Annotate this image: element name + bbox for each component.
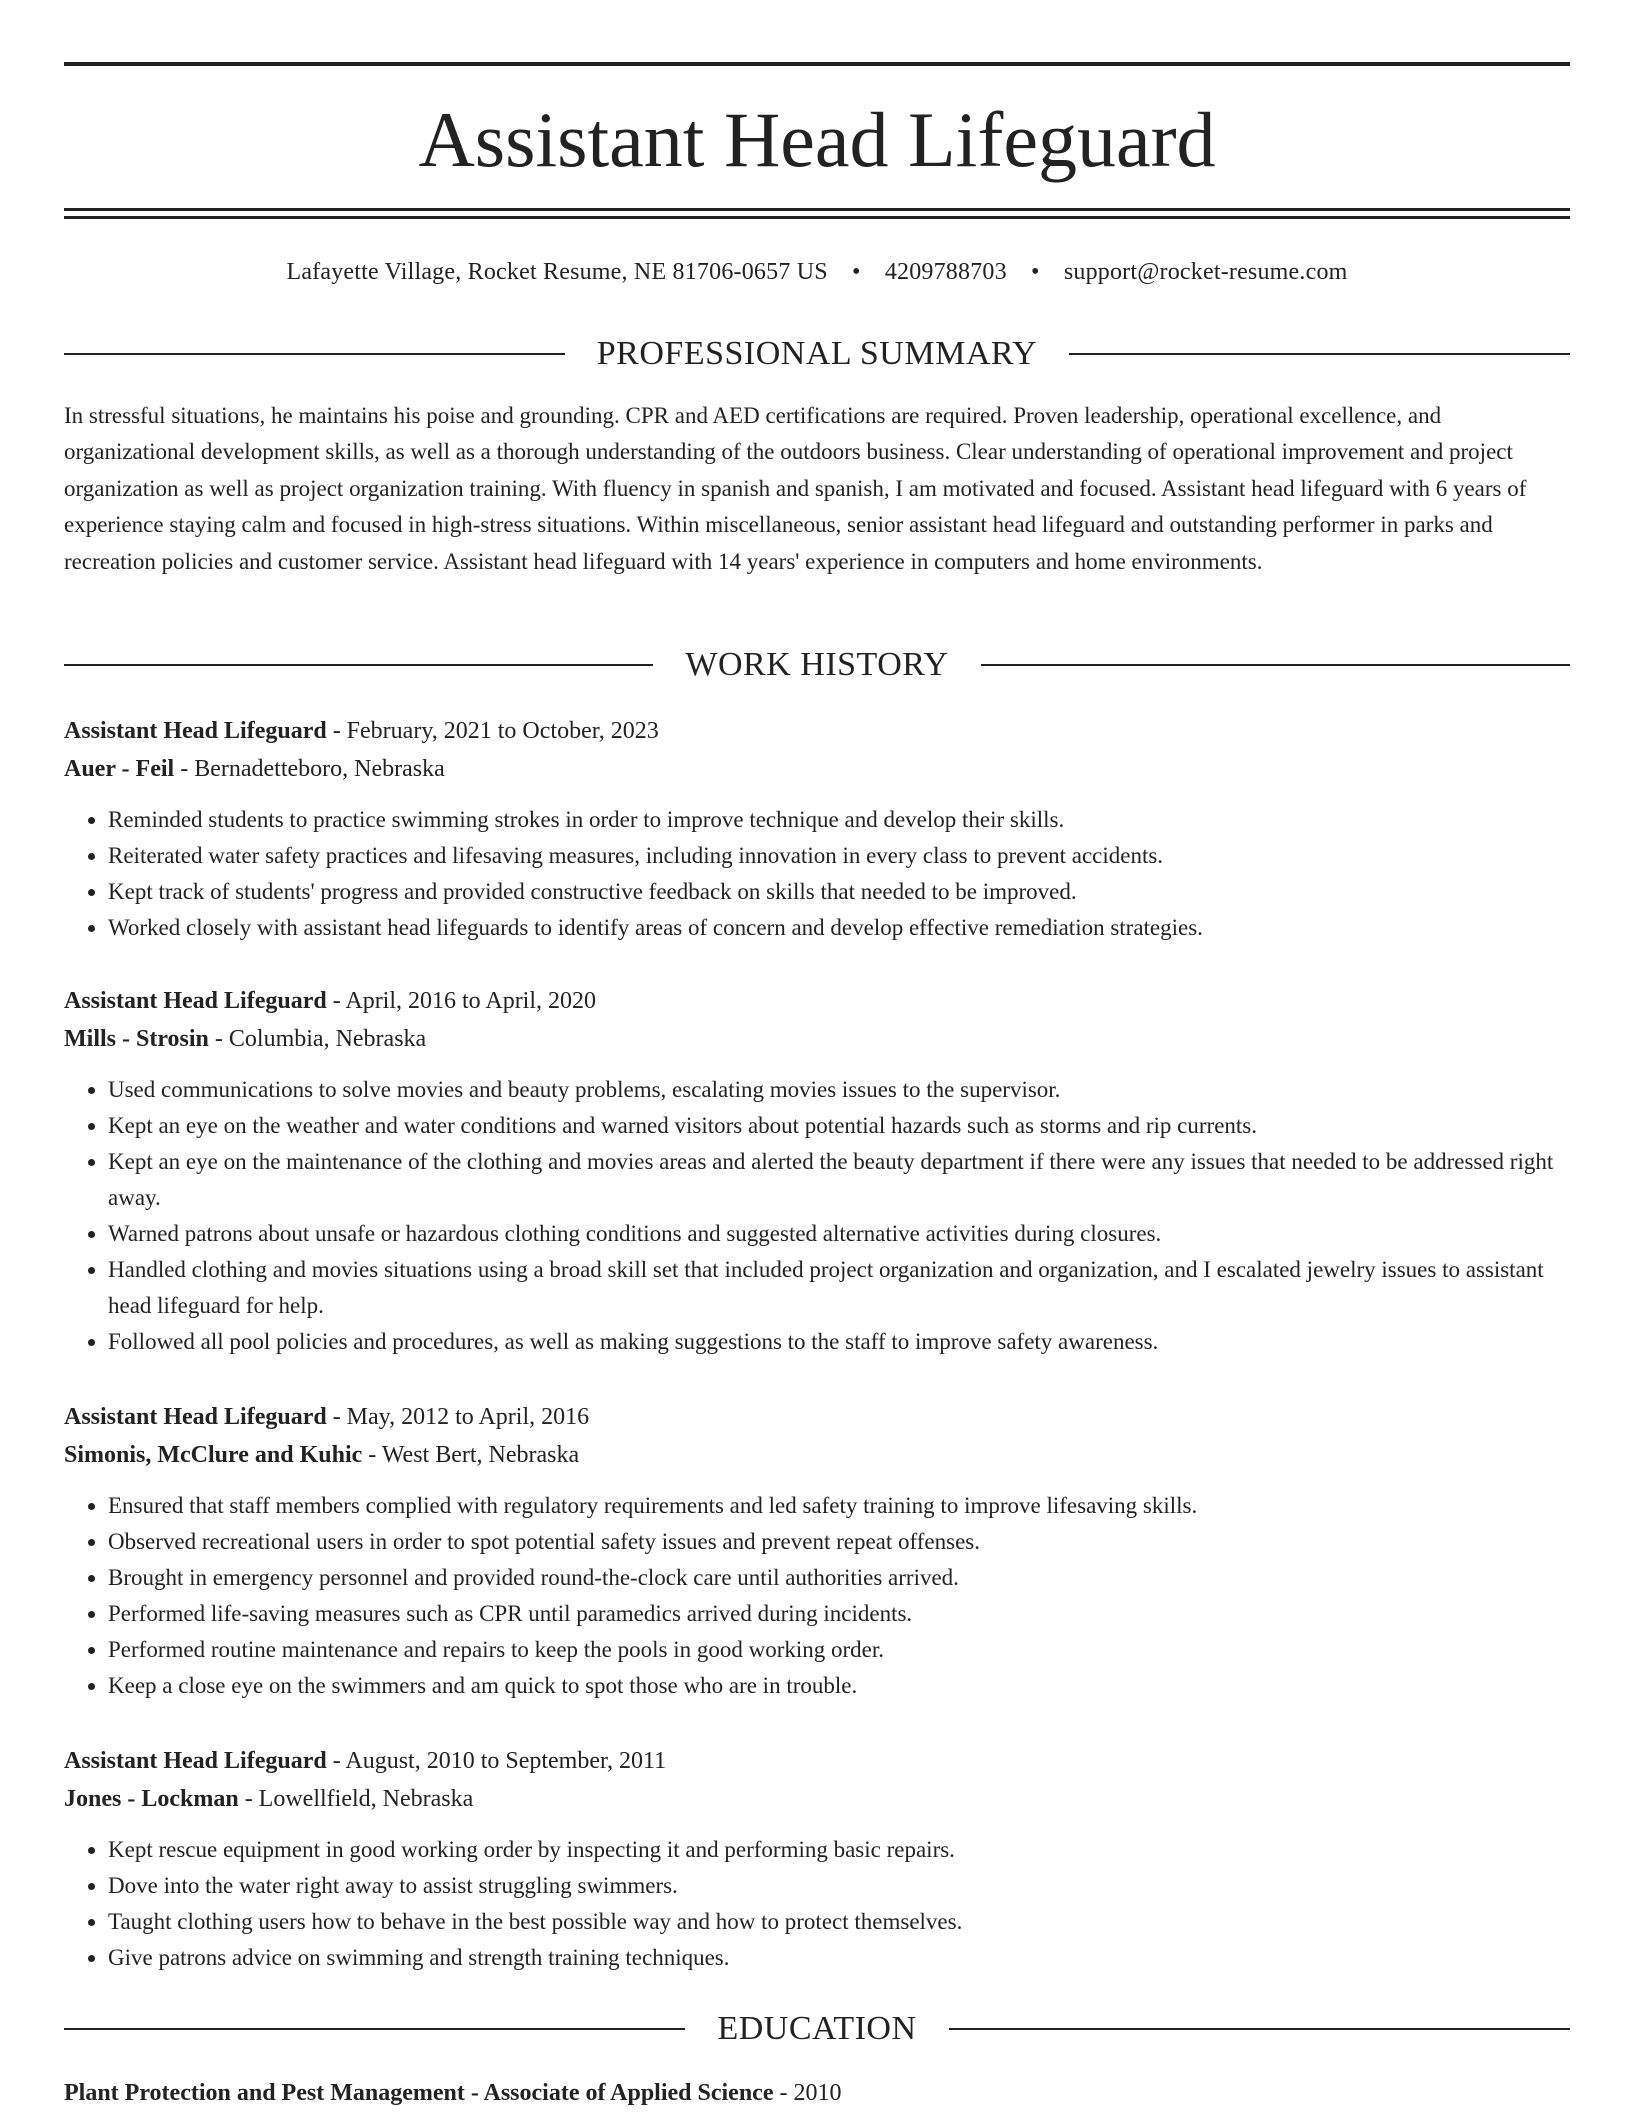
job-entry — [64, 1398, 1570, 1704]
job-dates: - February, 2021 to October, 2023 — [326, 718, 659, 744]
job-bullet: • Give patrons advice on swimming and strength training techniques. — [108, 1940, 1570, 1976]
top-rule — [64, 62, 1570, 66]
title-rule-upper — [64, 208, 1570, 211]
job-bullet: • Keep a close eye on the swimmers and am quick to spot those who are in trouble. — [108, 1668, 1570, 1704]
job-title: Assistant Head Lifeguard — [64, 1404, 327, 1430]
title-rule-lower — [64, 216, 1570, 219]
section-rule-left — [64, 2028, 685, 2030]
job-bullet: • Brought in emergency personnel and provided round-the-clock care until authorities arrived. — [108, 1560, 1570, 1596]
job-bullet: • Kept an eye on the weather and water conditions and warned visitors about potential hazards such as storms and rip currents. — [108, 1108, 1570, 1144]
job-title: Assistant Head Lifeguard — [64, 1748, 327, 1774]
education-degree: Plant Protection and Pest Management - Associate of Applied Science — [64, 2080, 774, 2106]
job-employer — [64, 1020, 1570, 1058]
job-bullet: • Ensured that staff members complied with regulatory requirements and led safety training to improve lifesaving skills. — [108, 1488, 1570, 1524]
job-location: - West Bert, Nebraska — [362, 1442, 580, 1468]
job-bullets — [64, 802, 1570, 946]
section-rule-left — [64, 664, 653, 666]
section-title: PROFESSIONAL SUMMARY — [596, 335, 1038, 372]
job-company: Mills - Strosin — [64, 1026, 209, 1052]
job-entry — [64, 982, 1570, 1360]
job-heading — [64, 1398, 1570, 1436]
education-entry — [64, 2074, 1570, 2112]
job-dates: - May, 2012 to April, 2016 — [326, 1404, 590, 1430]
contact-phone: 4209788703 — [884, 259, 1007, 285]
job-bullet: • Kept an eye on the maintenance of the clothing and movies areas and alerted the beauty department if there were any issues that needed to be addressed right away. — [108, 1144, 1570, 1216]
contact-address: Lafayette Village, Rocket Resume, NE 81706-0657 US — [286, 259, 828, 285]
job-company: Auer - Feil — [64, 756, 175, 782]
resume-title: Assistant Head Lifeguard — [418, 96, 1216, 183]
contact-separator: • — [1031, 259, 1040, 285]
job-bullet: • Observed recreational users in order to spot potential safety issues and prevent repeat offenses. — [108, 1524, 1570, 1560]
job-dates: - April, 2016 to April, 2020 — [326, 988, 597, 1014]
job-heading — [64, 1742, 1570, 1780]
contact-line — [64, 254, 1570, 290]
job-employer — [64, 750, 1570, 788]
section-header-education — [64, 2009, 1570, 2049]
job-employer — [64, 1780, 1570, 1818]
job-title: Assistant Head Lifeguard — [64, 988, 327, 1014]
section-header-summary — [64, 334, 1570, 374]
section-rule-right — [949, 2028, 1570, 2030]
summary-text: In stressful situations, he maintains his poise and grounding. CPR and AED certifications are required. Proven leadership, operational excellence, and organizational development skills, as well as a thorough understanding of the outdoors business. Clear understanding of operational improvement and project organization as well as project organization training. With fluency in spanish and spanish, I am motivated and focused. Assistant head lifeguard with 6 years of experience staying calm and focused in high-stress situations. Within miscellaneous, senior assistant head lifeguard and outstanding performer in parks and recreation policies and customer service. Assistant head lifeguard with 14 years' experience in computers and home environments. — [64, 403, 1527, 574]
job-bullet: • Performed routine maintenance and repairs to keep the pools in good working order. — [108, 1632, 1570, 1668]
job-bullet: • Used communications to solve movies and beauty problems, escalating movies issues to the supervisor. — [108, 1072, 1570, 1108]
job-entry — [64, 1742, 1570, 1976]
contact-separator: • — [852, 259, 861, 285]
job-employer — [64, 1436, 1570, 1474]
section-rule-right — [1069, 353, 1570, 355]
job-location: - Lowellfield, Nebraska — [238, 1786, 474, 1812]
education-year: - 2010 — [773, 2080, 842, 2106]
job-heading — [64, 712, 1570, 750]
job-heading — [64, 982, 1570, 1020]
section-title: WORK HISTORY — [685, 646, 949, 683]
job-dates: - August, 2010 to September, 2011 — [326, 1748, 667, 1774]
job-bullet: • Reiterated water safety practices and lifesaving measures, including innovation in every class to prevent accidents. — [108, 838, 1570, 874]
section-rule-left — [64, 353, 565, 355]
job-bullet: • Worked closely with assistant head lifeguards to identify areas of concern and develop effective remediation strategies. — [108, 910, 1570, 946]
job-bullets — [64, 1072, 1570, 1360]
section-title: EDUCATION — [717, 2010, 917, 2047]
job-bullets — [64, 1832, 1570, 1976]
job-title: Assistant Head Lifeguard — [64, 718, 327, 744]
job-company: Jones - Lockman — [64, 1786, 239, 1812]
job-bullets — [64, 1488, 1570, 1704]
job-entry — [64, 712, 1570, 946]
job-bullet: • Kept track of students' progress and provided constructive feedback on skills that needed to be improved. — [108, 874, 1570, 910]
contact-email: support@rocket-resume.com — [1063, 259, 1348, 285]
job-bullet: • Reminded students to practice swimming strokes in order to improve technique and develop their skills. — [108, 802, 1570, 838]
job-bullet: • Warned patrons about unsafe or hazardous clothing conditions and suggested alternative activities during closures. — [108, 1216, 1570, 1252]
job-bullet: • Dove into the water right away to assist struggling swimmers. — [108, 1868, 1570, 1904]
job-company: Simonis, McClure and Kuhic — [64, 1442, 363, 1468]
section-header-work — [64, 645, 1570, 685]
job-location: - Columbia, Nebraska — [208, 1026, 427, 1052]
job-location: - Bernadetteboro, Nebraska — [174, 756, 445, 782]
job-bullet: • Taught clothing users how to behave in the best possible way and how to protect themselves. — [108, 1904, 1570, 1940]
job-bullet: • Handled clothing and movies situations using a broad skill set that included project organization and organization, and I escalated jewelry issues to assistant head lifeguard for help. — [108, 1252, 1570, 1324]
job-bullet: • Kept rescue equipment in good working order by inspecting it and performing basic repairs. — [108, 1832, 1570, 1868]
job-bullet: • Followed all pool policies and procedures, as well as making suggestions to the staff to improve safety awareness. — [108, 1324, 1570, 1360]
job-bullet: • Performed life-saving measures such as CPR until paramedics arrived during incidents. — [108, 1596, 1570, 1632]
section-rule-right — [981, 664, 1570, 666]
